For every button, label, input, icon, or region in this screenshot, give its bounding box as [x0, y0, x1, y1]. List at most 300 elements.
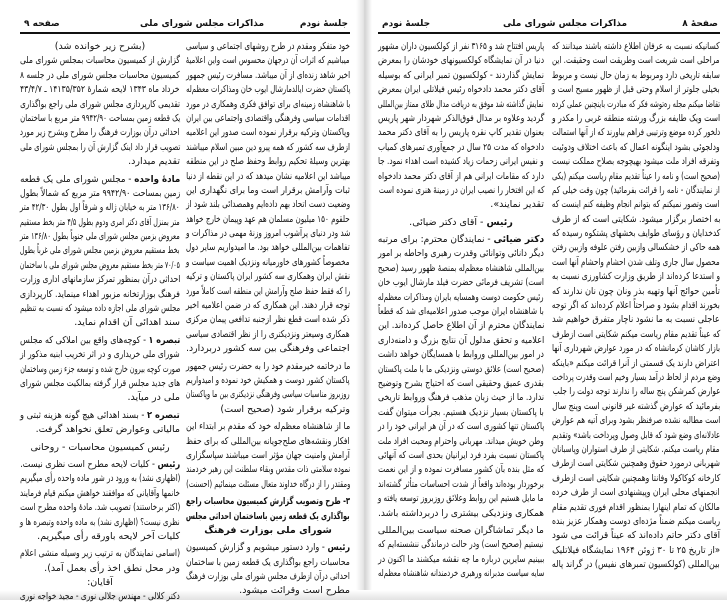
line-text: که عیناً تقدیم مقام ریاست میکنم شکایتی است ازطرف — [551, 328, 720, 340]
text-line — [378, 406, 544, 420]
speaker-name: رئیس — [327, 542, 350, 554]
text-line — [552, 501, 720, 515]
line-text: محاسبات راجع بواگذاری یک قطعه زمین با ساختمان — [186, 556, 350, 568]
text-line — [20, 155, 180, 169]
line-text: مقام ریاست میکنم. شکایتی از طرف استواران وپاسبانان — [552, 443, 720, 455]
text-line — [378, 198, 544, 212]
line-text: ثبات وآرامش برقرار است وما برای نگهداری این — [186, 184, 350, 196]
line-text: بخیلی جلوتر از اسلام وحتی قبل از ظهور مسیح است و — [552, 84, 720, 96]
line-text: مجلس شورای ملی اجازه داده میشود که نسبت به تنظیم — [20, 303, 180, 315]
line-text: پاکستان کشور دوست و همکیش خود نموده و امیدواریم — [186, 374, 350, 386]
text-line — [20, 576, 180, 590]
text-line — [20, 40, 180, 54]
text-line — [552, 270, 720, 284]
line-text: وتفرقه افراد ملت میشود بهیچوجه بصلاح مملکت نیست — [552, 156, 720, 168]
text-line — [20, 201, 180, 215]
text-line — [186, 69, 350, 83]
line-text: عادلانه‌ای وضع شود که قابل وصول وپرداخت باشد» وتقدیم — [551, 429, 720, 441]
line-text: (بشرح زیر خوانده شد) — [54, 41, 146, 52]
text-line — [378, 305, 544, 319]
text-line — [552, 40, 720, 54]
right-page-header — [378, 17, 720, 34]
text-line — [20, 441, 180, 455]
line-text: عاجلی نسبت به ما نشود ناچار متفرق خواهیم شد — [552, 314, 720, 326]
text-line — [20, 516, 180, 530]
text-line — [552, 385, 720, 399]
line-text: خرداد ماه ۱۳۴۳ لایحه شمارهٔ ۱۴۱۳۵/۳۵۲ ـ ۴۳/۴/۷ — [20, 84, 180, 96]
text-line — [552, 241, 720, 255]
line-text: سابقه تاریخی دارد ومربوط به زمان حال نیست و مربوط — [552, 69, 720, 81]
text-line — [552, 141, 720, 155]
line-text: معروض بزمین مجلس شورای ملی جنوباً بطول ۱۳۶/۸۰ متر — [20, 231, 180, 243]
text-line — [378, 247, 544, 261]
line-text: نیستیم (صحیح است) ودر حالت درماندگی ننشسته‌ایم که — [378, 539, 544, 551]
line-text: رئیس کمیسیون محاسبات - روحانی — [30, 441, 170, 453]
line-text: نموده سلامتی ذات مقدس وبقاء سلطنت این رهبر خردمند — [185, 464, 350, 476]
line-text: نظری نیست؟ (اظهاری نشد) به ماده واحده وتبصره ها و — [20, 516, 180, 528]
text-line — [378, 40, 544, 54]
line-text: کسانیکه نسبت به عرفان اطلاع داشته باشند میدانند که — [552, 41, 720, 52]
text-line — [552, 184, 720, 198]
line-text: و استدعا کرده‌اند از طریق وزارت کشاورزی نسبت به — [551, 271, 720, 283]
line-text: پاکستان تنها کشوری است که در آن هر ایرانی خود را در — [377, 421, 544, 433]
line-text: تأمین حوائج آنها وتهیه بذر ونان چون نان ندارند که — [552, 285, 720, 297]
text-line — [552, 227, 720, 241]
text-line — [552, 414, 720, 428]
text-line — [20, 230, 180, 244]
text-line — [552, 486, 720, 500]
text-line — [20, 259, 180, 273]
text-line — [378, 492, 544, 506]
line-text: دلخور کرده موضع وترتیبی فراهم بیاورند که از آنها استمالت — [551, 127, 720, 139]
line-text: بخورند اقدام بشود و صراحتاً اعلام کرده‌اند که اگر توجه — [552, 300, 720, 312]
text-line — [20, 83, 180, 97]
text-line — [552, 285, 720, 299]
text-line — [378, 524, 544, 538]
line-text: است) تشریف فرمائی حضرت فیلد مارشال ایوب خان — [377, 277, 544, 289]
text-line — [552, 213, 720, 227]
text-line — [378, 377, 544, 391]
line-text: ما از شاهنشاه معظم‌له خود که مقدم بر ابتداء این — [185, 421, 350, 433]
text-line — [20, 562, 180, 576]
speaker-name: رئیس — [157, 458, 180, 470]
line-text: ازطرف سه کشور که همه پیرو دین مبین اسلام میباشند — [185, 141, 350, 153]
line-text: صورت کوچه بیرون خارج شده و توسعه جزء زمین وساختمان — [19, 363, 180, 375]
line-text: خود متفکر ومقدم در طرح روشهای اجتماعی و سیاسی — [186, 41, 350, 52]
line-text: احداثی درآن ازطرف مجلس شورای ملی بوزارت فرهنگ — [186, 571, 350, 583]
line-text: مطرح است وقرائت میشود. — [239, 585, 350, 597]
line-text: کمیسیون محاسبات مجلس شورای ملی در جلسه ۸ — [20, 69, 180, 81]
text-line — [378, 98, 544, 112]
text-line — [552, 515, 720, 529]
speaker-name: تبصره ۱ — [148, 334, 180, 346]
line-text: - مجلس شورای ملی یک قطعه — [19, 173, 134, 185]
line-text: همکاری ونزدیکی بیشتری را دربرداشته باشد. — [377, 507, 544, 519]
line-text: میباشیم که اثرات آن درجهان محسوس است واین اعلامیهٔ — [186, 55, 350, 67]
line-text: اعلامیه و تحقق مدلول آن نتایج بزرگ و دامنه‌داری — [377, 334, 544, 346]
line-text: (اکثر برخاستند) تصویب شد. مادهٔ واحده مطرح است — [19, 502, 180, 514]
line-text: بقدری عمیق وحقیقی است که احتیاج بشرح وتوضیح — [378, 377, 544, 389]
text-line — [20, 334, 180, 348]
text-line — [186, 241, 350, 255]
text-line — [378, 567, 544, 581]
left-page-left-column — [20, 40, 180, 605]
line-text: (اظهاری نشد) به ورود در شور ماده واحده رأی میگیریم — [19, 473, 180, 485]
text-line — [552, 112, 720, 126]
line-text: وضع مردم از لحاظ درآمد بسیار وخیم است وقدرت پرداخت — [551, 371, 720, 383]
line-text: دارد که مقامات ایرانی هم از آقای دکتر محمد دادخواه — [378, 170, 544, 182]
line-text: کارخانه کوکاکولا وفانتا وهمچنین شکایتی است ازطرف — [551, 472, 720, 484]
text-line — [378, 478, 544, 492]
text-line — [20, 141, 180, 155]
text-line — [186, 54, 350, 68]
line-text: پاریس افتتاح شد و ۳۱۶۵ نفر از کولکسیون داران مشهور — [377, 41, 544, 52]
line-text: همه حاکی از خشکسالی وازبین رفتن علوفه وازبین رفتن — [552, 242, 720, 254]
line-text: تقاضا میکنم مجله ره‌توشه فکر که مبادرت باینچنین عملی کرده — [551, 98, 720, 110]
line-text: بخط مستقیم معروض بزمین مجلس شورای ملی غرباً بطول — [20, 245, 180, 257]
line-text: شورای ملی خریداری و در اثر تخریب ابنیه مذکور از — [20, 349, 180, 361]
line-text: وپاکستان وترکیه برقرار نموده است صدور این اعلامیه — [186, 127, 350, 139]
line-text: سند اهدائی آن اقدام نماید. — [74, 317, 180, 329]
text-line — [552, 69, 720, 83]
line-text: تفاهمات بین‌المللی خواهد بود. ما امیدواریم سایر دول — [186, 242, 350, 254]
text-line — [20, 487, 180, 501]
line-text: تقدیمی کارپردازی مجلس شورای ملی راجع بواگذاری — [19, 98, 180, 110]
text-line — [552, 299, 720, 313]
text-line — [552, 400, 720, 414]
text-line — [552, 443, 720, 457]
text-line — [20, 316, 180, 330]
line-text: را که فقط حفظ صلح وآرامش این منطقه است کاملاً مورد — [185, 285, 350, 297]
text-line — [20, 54, 180, 68]
text-line — [186, 584, 350, 598]
line-text: بهترین وسیلهٔ تحکیم روابط وحفظ صلح در این منطقه — [185, 156, 350, 168]
line-text: ملی در میآید. — [127, 392, 180, 404]
text-line — [378, 170, 544, 184]
line-text: بین‌المللی شاهنشاه معظم‌له بمنصهٔ ظهور رسید (صحیح — [377, 262, 544, 274]
text-line — [378, 141, 544, 155]
text-line — [20, 69, 180, 83]
text-line — [552, 313, 720, 327]
line-text: است وتصور نمیکنم که بتوانم انجام وظیفه کنم اینست که — [552, 199, 720, 211]
line-text: (صحیح است) و نامه را عیناً تقدیم مقام ریاست میکنم (یکی — [552, 170, 720, 182]
line-text: ۳- طرح وتصویب گزارش کمیسیون محاسبات راجع — [185, 496, 350, 508]
line-text: اجتماعی وفرهنگی بین سه کشور دربردارد. — [186, 343, 350, 355]
line-text: ندارد. ما از حیث زبان مذهب فرهنگ وروابط تاریخی — [377, 392, 544, 404]
text-line — [186, 83, 350, 97]
line-text: روزبروز مناسبات سیاسی وفرهنگی نزدیکتری بین ما وپاکستان — [186, 389, 350, 401]
text-line — [20, 348, 180, 362]
line-text: با پاکستان بسیار نزدیک هستیم. بجرأت میتوان گفت — [378, 406, 544, 418]
line-text: نمایندگان محترم از آن اطلاع حاصل کرده‌اند. این — [377, 320, 544, 332]
text-line — [378, 553, 544, 567]
line-text: به اختصار برگزار میشود. شکایتی است که از طرف — [551, 213, 720, 225]
line-text: پاکستان نسبت بفرد فرد ایرانیان بحدی است که آنهائی — [377, 449, 544, 461]
line-text: شورای ملی بوزارت فرهنگ — [204, 524, 332, 536]
line-text: اقدامات سیاسی وفرهنگی واقتصادی واجتماعی بین ایران — [186, 112, 350, 124]
text-line — [378, 126, 544, 140]
line-text: آقای دکتر محمد دادخواه رئیس فیلاتلی ایران بمعرض — [377, 84, 544, 96]
text-line — [552, 472, 720, 486]
right-page-right-column — [552, 40, 720, 572]
line-text: گردید وعلاوه بر مدال فوق‌الذکر شهردار شهر پاریس — [377, 112, 544, 124]
text-line — [186, 328, 350, 342]
text-line — [186, 388, 350, 402]
text-line — [186, 112, 350, 126]
text-line — [552, 544, 720, 558]
line-text: ۷۰/۰۵ متر بخط مستقیم معروض مجلس شورای ملی با ساختمان — [20, 259, 180, 271]
line-text: های جدید مجلس قرار گرفته بمالکیت مجلس شورای — [19, 377, 180, 389]
text-line — [20, 98, 180, 112]
line-text: وطن خویش میداند. مهربانی واحترام ومحبت افراد ملت — [378, 435, 544, 447]
text-line — [378, 262, 544, 276]
text-line — [378, 334, 544, 348]
text-line — [20, 423, 180, 437]
line-text: کلیات آخر لایحه باورقه رأی میگیریم. — [37, 530, 180, 542]
text-line — [378, 54, 544, 68]
line-text: مالکان که تمام اینهارا بمنظور اقدام فوری تقدیم مقام — [552, 501, 720, 513]
text-line — [20, 472, 180, 486]
text-line — [378, 233, 544, 247]
line-text: اخیر شاهد زنده‌ای از آن میباشد. مسافرت رئیس جمهور — [186, 69, 350, 81]
line-text: نقش ایران وهمکاری سه کشور ایران پاکستان و ترکیه — [186, 271, 350, 283]
text-line — [552, 371, 720, 385]
text-line — [186, 213, 350, 227]
left-page-right-column — [186, 40, 350, 599]
text-line — [378, 184, 544, 198]
text-line — [552, 357, 720, 371]
line-text: تقدیم میدارد. — [128, 156, 180, 168]
text-line — [20, 377, 180, 391]
left-page-header — [20, 17, 350, 34]
line-text: شد ودر دنیای پرآشوب امروز وزنهٔ مهمی در مذاکرات و — [185, 228, 350, 240]
text-line — [378, 276, 544, 290]
text-line — [186, 141, 350, 155]
line-text: که این افتخار را نصیب ایران در زمینهٔ هنری نموده است — [378, 184, 544, 196]
text-line — [378, 83, 544, 97]
line-text: وضعیت دست اتحاد بهم داده‌ایم وهمصدائی بلند شود از — [185, 199, 350, 211]
text-line — [186, 342, 350, 356]
line-text: مالیاتی وعوارض تعلق نخواهد گرفت. — [35, 424, 180, 436]
text-line — [378, 391, 544, 405]
line-text: احداثی درآن بمنظور تمرکز سازمانهای اداری وزارت — [19, 274, 180, 286]
running-title: مذاکرات مجلس شورای ملی — [140, 19, 265, 29]
line-text: آقای دکتر حاتم داده‌اند که عیناً قرائت می شود — [552, 530, 720, 542]
text-line — [20, 547, 180, 561]
speaker-name: رئیس — [486, 216, 513, 228]
page-number: صفحهٔ ۸ — [682, 19, 718, 29]
line-text: انجمنهای محلی ایران وپیشنهادی است از طرف خرده — [552, 487, 720, 499]
text-line — [186, 126, 350, 140]
text-line — [186, 155, 350, 169]
line-text: - بسند اهدائی هیچ گونه هزینه ثبتی و — [20, 409, 148, 421]
line-text: تصویب قرار داد اینک گزارش آن را بمجلس شورای ملی — [19, 141, 180, 153]
line-text: همکاری وسیعتر ونزدیکتری را از نظر اقتصادی سیاسی — [186, 328, 350, 340]
text-line — [378, 463, 544, 477]
line-text: و نفیس ایرانی زحمات زیاد کشیده است اهداء نمود. جا — [378, 156, 544, 168]
line-text: متر بمنزل آقای دکتر امری ودوم بطول ۴/۵ متر بخط مستقیم — [20, 216, 180, 228]
running-title: مذاکرات مجلس شورای ملی — [503, 19, 628, 29]
line-text: دنیا در آن نمایشگاه کولکسیونهای خودشان را بمعرض — [377, 55, 544, 67]
line-text: ما درخاتمه خیرمقدم خود را به حضرت رئیس جمهور — [185, 360, 350, 372]
text-line — [20, 173, 180, 187]
line-text: ودلجوئی بشود اینگونه اعمال که باعث اختلاف ودوئیت — [552, 141, 720, 153]
line-text: محصول سال جاری وتلف شدن احشام واحشام آنها است — [552, 256, 720, 268]
text-line — [20, 273, 180, 287]
text-line — [378, 319, 544, 333]
text-line — [378, 507, 544, 521]
speaker-name: تبصره ۲ — [147, 409, 180, 421]
line-text: ما دیگر تماشاگران صحنه سیاست بین‌المللی — [378, 524, 544, 536]
line-text: (صحیح است) علائق دوستی ونزدیکی ما با ملت پاکستان — [377, 363, 544, 375]
text-line — [20, 216, 180, 230]
text-line — [552, 328, 720, 342]
line-text: از نمایندگان - نامه را قرائت بفرمائید) چون وقت خیلی کم — [552, 184, 720, 196]
text-line — [552, 83, 720, 97]
text-line — [20, 501, 180, 515]
speaker-name: دکتر ضیائی — [493, 234, 544, 246]
text-line — [186, 510, 350, 524]
text-line — [20, 112, 180, 126]
text-line — [20, 409, 180, 423]
text-line — [20, 126, 180, 140]
line-text: احداثی درآن بوزارت فرهنگ را مطرح وبشرح زیر مورد — [20, 127, 180, 139]
line-text: دکتر کلالی - مهندس جلالی نوری - مجید خواجه نوری — [20, 591, 180, 603]
text-line — [20, 530, 180, 544]
line-text: ومقتدر را از درگاه خداوند متعال مسئلت مینمائیم (احسنت) — [185, 478, 350, 490]
line-text: بازار کاشان کرمانشاه که در مورد عوارض شهرداری آنها — [551, 343, 720, 355]
line-text: دادخواه که مدت ۲۵ سال در جمع‌آوری تمبرهای کمیاب — [377, 141, 544, 153]
text-line — [186, 270, 350, 284]
line-text: است ویک طایفه بزرگ ورشته منطقه غربی را مکدر و — [551, 112, 720, 124]
line-text: (اسامی نمایندگان به ترتیب زیر وسیله منشی اعلام — [19, 548, 180, 560]
text-line — [20, 302, 180, 316]
line-text: ببینیم سایرین درباره ما چه نقشه میکشند ما اکنون در — [377, 553, 544, 565]
line-text: تقدیر نمایند». — [490, 199, 544, 211]
session-label: جلسهٔ نودم — [299, 19, 348, 29]
line-text: گزارش از کمیسیون محاسبات بمجلس شورای ملی — [19, 55, 180, 67]
text-line — [186, 449, 350, 463]
line-text: - کوچه‌های واقع بین املاکی که مجلس — [19, 334, 149, 346]
line-text: نمایش گذاردند - کولکسیون تمبر ایرانی که بوسیله — [378, 69, 544, 81]
line-text: شهربانی درمورد حقوق وهمچنین شکایتی است ازطرف — [552, 458, 720, 470]
line-text: بین‌المللی (کولکسیون تمبرهای نفیس) در گراند پاله — [552, 559, 720, 571]
line-text: دیگر دانائی وتوانائی وقدرت رهبری واحاطه بر امور — [378, 248, 544, 260]
text-line — [20, 391, 180, 405]
text-line — [552, 54, 720, 68]
line-text: توجه قرار دهند. این همکاری که در ضمن اعلامیه اخیر — [186, 300, 350, 312]
text-line — [378, 363, 544, 377]
text-line — [552, 126, 720, 140]
line-text: - کلیات لایحه مطرح است نظری نیست. — [19, 458, 158, 470]
line-text: بفرمائید که عوارض گذشته غیر قانونی است وپنج سال — [551, 400, 720, 412]
line-text: سایه سیاست مدبرانه ورهبری خردمندانه شاهنشاه معظم‌له — [377, 568, 544, 580]
line-text: عوارض کمرشکن پنج ساله را ندارند توجه دولت را جلب — [552, 386, 720, 398]
text-line — [186, 227, 350, 241]
line-text: وترکیه برقرار شود (صحیح است) — [220, 403, 350, 415]
line-text: ذکر شده است قطع نظر ازجنبه تدافعی پیمان مرکزی — [186, 314, 350, 326]
text-line — [186, 256, 350, 270]
line-text: آرامش وامنیت جهان مؤثر است میباشند سپاسگزاری — [186, 449, 350, 461]
text-line — [20, 244, 180, 258]
line-text: در امور بین‌المللی وروابط با همسایگان خواهد داشت — [377, 349, 544, 361]
line-text: ریاست میکنم ضمناً مژده‌ای دوست وهمکار عزیز بنده — [551, 515, 720, 527]
line-text: «از تاریخ ۲۵ تا ۳۰ ژوئن ۱۹۶۴ نمایشگاه فیلاتلیک — [552, 544, 720, 556]
line-text: آقایان: — [87, 577, 113, 589]
line-text: اعتراض دارند یک قسمتی از آنرا قرائت میکنم «باینکه — [552, 357, 720, 369]
line-text: بعنوان تقدیر کاپ نقره پاریس را به آقای دکتر محمد — [377, 127, 544, 139]
line-text: پاکستان حضرت ایالدمارشال ایوب خان ومذاکرات معظم‌له — [185, 84, 350, 96]
text-line — [378, 216, 544, 230]
line-text: است مطالبه نشده صرفنظر بشود وبرای آتیه هم عوارض — [551, 415, 720, 427]
text-line — [378, 291, 544, 305]
text-line — [186, 403, 350, 417]
line-text: با شاهنشاه زمینه‌ای برای توافق فکری وهمکاری در مورد — [185, 98, 350, 110]
text-line — [186, 463, 350, 477]
text-line — [20, 458, 180, 472]
line-text: ۱۳۶/۸۰ متر به خیابان ژاله و شرقاً اول بطول ۴۲/۳۰ متر — [20, 202, 180, 214]
text-line — [378, 155, 544, 169]
line-text: که مثل بنده بآن کشور مسافرت نموده و از این نعمت — [377, 464, 544, 476]
session-label: جلسهٔ نودم — [382, 19, 431, 29]
line-text: مخصوصاً کشورهای خاورمیانه ونزدیک اهمیت سیاست و — [186, 256, 350, 268]
speaker-name: مادهٔ واحده — [133, 173, 180, 185]
page-number: صفحه ۹ — [24, 19, 60, 29]
line-text: - وارد دستور میشویم و گزارش کمیسیون — [185, 542, 328, 554]
line-text: کدخدایان و رؤسای طوایف بخشهای پشتکوه رسیده که — [551, 228, 720, 240]
text-line — [378, 69, 544, 83]
line-text: - نمایندگان محترم: برای مرتبه — [377, 234, 494, 246]
text-line — [378, 435, 544, 449]
line-text: ما مایل هستیم این روابط وعلائق روزبروز توسعه یافته و — [378, 493, 544, 505]
text-line — [552, 457, 720, 471]
line-text: با شاهنشاه ایران موجب صدور اعلامیه‌ای شد که قطعاً — [378, 306, 544, 318]
text-line — [186, 313, 350, 327]
text-line — [20, 288, 180, 302]
text-line — [378, 348, 544, 362]
text-line — [378, 112, 544, 126]
text-line — [378, 449, 544, 463]
line-text: خانمها وآقایانی که موافقند خواهش میکنم قیام فرمایند — [20, 487, 180, 499]
text-line — [552, 529, 720, 543]
text-line — [552, 429, 720, 443]
text-line — [552, 170, 720, 184]
text-line — [20, 363, 180, 377]
line-text: فرهنگ بوزارتخانه مزبور اهداء مینماید. کارپردازی — [20, 288, 180, 300]
text-line — [552, 155, 720, 169]
text-line — [20, 590, 180, 604]
line-text: افکار ونقشه‌های صلح‌جویانه بین‌المللی که برای حفظ — [186, 435, 350, 447]
line-text: ودر محل نطق اخذ رأی بعمل آمد). — [44, 562, 180, 574]
line-text: مراحلی است شریعت است وطریقت است وحقیقت. این — [552, 55, 720, 67]
line-text: زمین بمساحت ۹۹۴۲/۹۰ متر مربع که شمالاً بطول — [19, 187, 180, 199]
line-text: یک قطعه زمین بمساحت ۹۹۴۲/۹۰ متر مربع با ساختمان — [19, 112, 180, 124]
text-line — [552, 198, 720, 212]
text-line — [20, 187, 180, 201]
text-line — [378, 538, 544, 552]
line-text: - آقای دکتر ضیائی. — [409, 216, 487, 228]
text-line — [552, 256, 720, 270]
text-line — [378, 420, 544, 434]
line-text: میباشد این اعلامیه نشان میدهد که در این نقطه از دنیا — [185, 170, 350, 182]
line-text: برخوردار بوده‌اند واقعاً از شدت احساسات متأثر گشته‌اند — [378, 478, 544, 490]
right-page-left-column — [378, 40, 544, 581]
line-text: نمایش گذاشته شد موفق به دریافت مدال طلای ممتاز بین‌المللی — [378, 98, 544, 110]
line-text: حلقوم ۱۵۰ میلیون مسلمان هم عهد وپیمان خارج خواهد — [186, 213, 350, 225]
text-line — [552, 342, 720, 356]
text-line — [552, 98, 720, 112]
text-line — [552, 558, 720, 572]
